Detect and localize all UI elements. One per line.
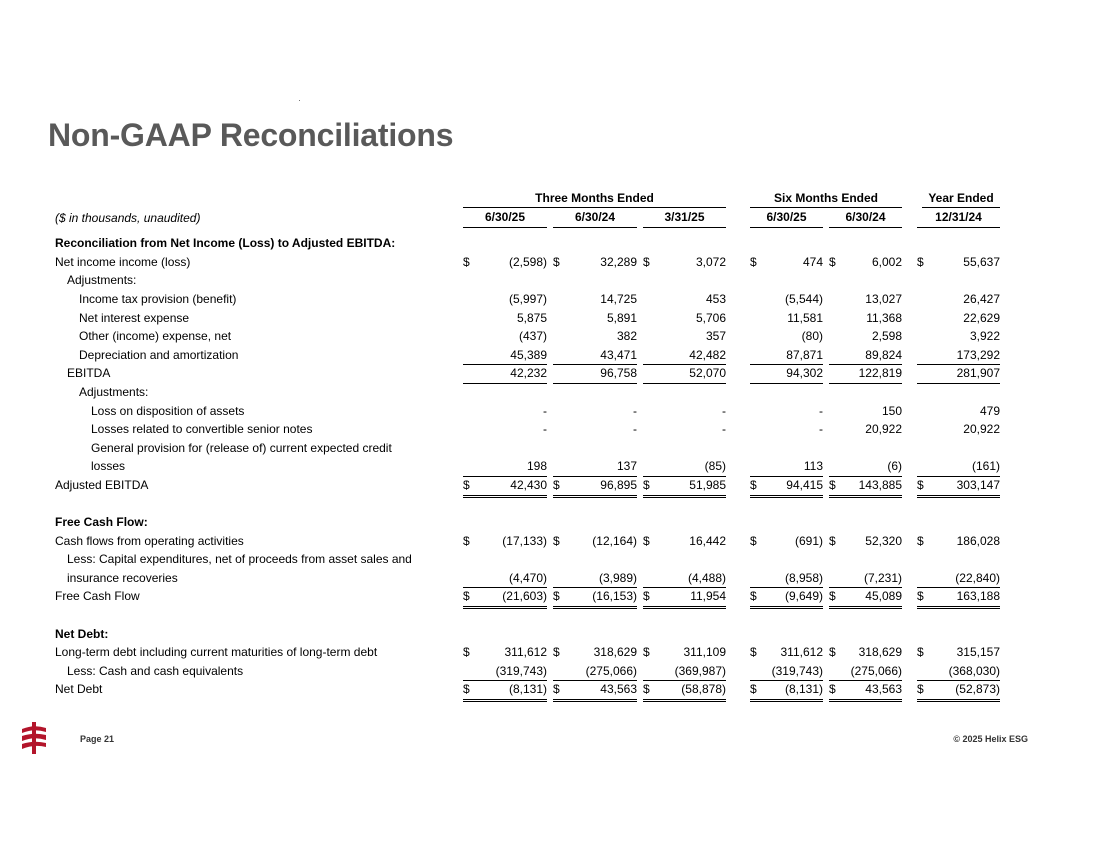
cell-value: 318,629 xyxy=(593,645,637,660)
column-header-date: 12/31/24 xyxy=(917,209,1000,229)
dollar-sign: $ xyxy=(643,533,650,548)
table-row xyxy=(55,439,1005,458)
dollar-sign: $ xyxy=(643,589,650,604)
dollar-sign: $ xyxy=(829,682,836,697)
value-cell xyxy=(463,327,547,346)
section-header-row xyxy=(55,513,1005,532)
dollar-sign: $ xyxy=(463,645,470,660)
section-label: Free Cash Flow: xyxy=(55,515,148,530)
table-row xyxy=(55,680,1005,699)
dollar-sign: $ xyxy=(750,477,757,492)
helix-logo-icon xyxy=(20,722,48,754)
cell-value: 173,292 xyxy=(956,347,1000,362)
value-cell xyxy=(829,420,902,439)
dollar-sign: $ xyxy=(917,589,924,604)
cell-value: 303,147 xyxy=(956,477,1000,492)
dollar-sign: $ xyxy=(643,254,650,269)
row-label: Adjusted EBITDA xyxy=(55,477,149,492)
cell-value: 281,907 xyxy=(956,366,1000,381)
value-cell xyxy=(463,532,547,551)
dollar-sign: $ xyxy=(917,645,924,660)
cell-value: (161) xyxy=(971,459,1000,474)
cell-value: (85) xyxy=(704,459,726,474)
value-cell xyxy=(917,457,1000,477)
value-cell xyxy=(917,662,1000,682)
row-label: Net interest expense xyxy=(79,310,190,325)
cell-value: - xyxy=(633,422,637,437)
cell-value: 32,289 xyxy=(600,254,637,269)
value-cell xyxy=(463,680,547,702)
value-cell xyxy=(553,402,637,421)
table-row xyxy=(55,364,1005,383)
dollar-sign: $ xyxy=(553,477,560,492)
value-cell xyxy=(829,680,902,702)
cell-value: (12,164) xyxy=(592,533,637,548)
cell-value: (6) xyxy=(887,459,902,474)
cell-value: 11,954 xyxy=(690,589,726,604)
value-cell xyxy=(463,420,547,439)
row-label: Loss on disposition of assets xyxy=(91,403,245,418)
value-cell xyxy=(750,364,823,384)
value-cell xyxy=(750,309,823,328)
column-header-date: 6/30/25 xyxy=(750,209,823,229)
cell-value: (691) xyxy=(794,533,823,548)
cell-value: 22,629 xyxy=(963,310,1000,325)
value-cell xyxy=(750,253,823,272)
cell-value: 357 xyxy=(705,329,726,344)
value-cell xyxy=(829,643,902,662)
row-label: Adjustments: xyxy=(67,273,137,288)
row-label: EBITDA xyxy=(67,366,111,381)
table-row xyxy=(55,550,1005,569)
cell-value: 318,629 xyxy=(858,645,902,660)
column-header-date: 6/30/25 xyxy=(463,209,547,229)
dollar-sign: $ xyxy=(643,645,650,660)
table-row xyxy=(55,383,1005,402)
column-header-date: 6/30/24 xyxy=(553,209,637,229)
cell-value: 2,598 xyxy=(871,329,902,344)
cell-value: 51,985 xyxy=(689,477,726,492)
cell-value: 311,612 xyxy=(504,645,547,660)
cell-value: 6,002 xyxy=(871,254,902,269)
value-cell xyxy=(553,662,637,682)
value-cell xyxy=(917,569,1000,589)
value-cell xyxy=(463,662,547,682)
dollar-sign: $ xyxy=(463,589,470,604)
table-row xyxy=(55,457,1005,476)
dollar-sign: $ xyxy=(750,645,757,660)
cell-value: 3,072 xyxy=(695,254,726,269)
cell-value: 96,758 xyxy=(600,366,637,381)
dollar-sign: $ xyxy=(829,477,836,492)
row-label: Free Cash Flow xyxy=(55,589,140,604)
spacer-row xyxy=(55,495,1005,514)
cell-value: (52,873) xyxy=(955,682,1000,697)
value-cell xyxy=(829,309,902,328)
cell-value: - xyxy=(543,403,547,418)
value-cell xyxy=(750,662,823,682)
dollar-sign: $ xyxy=(829,254,836,269)
table-row xyxy=(55,420,1005,439)
dollar-sign: $ xyxy=(829,589,836,604)
value-cell xyxy=(829,402,902,421)
value-cell xyxy=(750,643,823,662)
cell-value: (8,131) xyxy=(508,682,547,697)
table-row xyxy=(55,569,1005,588)
cell-value: 5,875 xyxy=(516,310,547,325)
value-cell xyxy=(643,680,726,702)
column-header-date: 6/30/24 xyxy=(829,209,902,229)
cell-value: - xyxy=(819,422,823,437)
table-body xyxy=(55,234,1005,699)
row-label: Other (income) expense, net xyxy=(79,329,232,344)
row-label: Net income income (loss) xyxy=(55,254,191,269)
cell-value: - xyxy=(633,403,637,418)
value-cell xyxy=(917,346,1000,366)
dollar-sign: $ xyxy=(750,533,757,548)
dollar-sign: $ xyxy=(917,682,924,697)
cell-value: 311,109 xyxy=(683,645,726,660)
cell-value: 94,302 xyxy=(786,366,823,381)
cell-value: 474 xyxy=(802,254,823,269)
cell-value: (58,878) xyxy=(681,682,726,697)
cell-value: 16,442 xyxy=(689,533,726,548)
cell-value: 26,427 xyxy=(963,291,1000,306)
cell-value: - xyxy=(722,422,726,437)
dollar-sign: $ xyxy=(750,254,757,269)
value-cell xyxy=(829,253,902,272)
row-label: Less: Capital expenditures, net of proceeds from asset sales and xyxy=(67,552,412,567)
footer-page-number: Page 21 xyxy=(80,734,115,744)
cell-value: (8,131) xyxy=(784,682,823,697)
cell-value: (80) xyxy=(801,329,823,344)
table-row xyxy=(55,309,1005,328)
table-row xyxy=(55,532,1005,551)
cell-value: 186,028 xyxy=(956,533,1000,548)
value-cell xyxy=(750,420,823,439)
cell-value: 89,824 xyxy=(865,347,902,362)
cell-value: (4,470) xyxy=(508,570,547,585)
cell-value: (319,743) xyxy=(495,663,547,678)
value-cell xyxy=(463,309,547,328)
dollar-sign: $ xyxy=(917,477,924,492)
cell-value: 382 xyxy=(616,329,637,344)
cell-value: (17,133) xyxy=(502,533,547,548)
spacer-row xyxy=(55,606,1005,625)
table-row xyxy=(55,271,1005,290)
value-cell xyxy=(643,346,726,366)
value-cell xyxy=(643,662,726,682)
section-header-row xyxy=(55,625,1005,644)
value-cell xyxy=(750,402,823,421)
cell-value: 13,027 xyxy=(865,291,902,306)
cell-value: - xyxy=(819,403,823,418)
header-date-row xyxy=(55,209,1005,228)
cell-value: 143,885 xyxy=(858,477,902,492)
cell-value: 3,922 xyxy=(969,329,1000,344)
cell-value: 42,430 xyxy=(510,477,547,492)
cell-value: 479 xyxy=(979,403,1000,418)
value-cell xyxy=(463,457,547,477)
dollar-sign: $ xyxy=(463,254,470,269)
value-cell xyxy=(917,532,1000,551)
stray-dot xyxy=(299,100,300,101)
cell-value: - xyxy=(543,422,547,437)
cell-value: 43,563 xyxy=(600,682,637,697)
cell-value: 42,482 xyxy=(689,347,726,362)
cell-value: (16,153) xyxy=(592,589,637,604)
value-cell xyxy=(553,532,637,551)
value-cell xyxy=(643,253,726,272)
table-row xyxy=(55,327,1005,346)
cell-value: (275,066) xyxy=(850,663,902,678)
cell-value: (21,603) xyxy=(502,589,547,604)
value-cell xyxy=(643,402,726,421)
cell-value: 45,089 xyxy=(865,589,902,604)
dollar-sign: $ xyxy=(643,477,650,492)
cell-value: 11,581 xyxy=(787,310,823,325)
value-cell xyxy=(643,569,726,589)
value-cell xyxy=(553,643,637,662)
cell-value: 96,895 xyxy=(600,477,637,492)
cell-value: 113 xyxy=(803,459,823,474)
value-cell xyxy=(463,364,547,384)
row-label: Long-term debt including current maturities of long-term debt xyxy=(55,645,378,660)
dollar-sign: $ xyxy=(463,533,470,548)
value-cell xyxy=(750,457,823,477)
cell-value: (437) xyxy=(518,329,547,344)
value-cell xyxy=(829,290,902,309)
row-label: Losses related to convertible senior notes xyxy=(91,422,313,437)
cell-value: 20,922 xyxy=(963,422,1000,437)
value-cell xyxy=(553,290,637,309)
section-label: Reconciliation from Net Income (Loss) to Adjusted EBITDA: xyxy=(55,236,396,251)
value-cell xyxy=(917,643,1000,662)
dollar-sign: $ xyxy=(553,533,560,548)
cell-value: (3,989) xyxy=(598,570,637,585)
row-label: Depreciation and amortization xyxy=(79,347,239,362)
value-cell xyxy=(463,569,547,589)
cell-value: 20,922 xyxy=(865,422,902,437)
value-cell xyxy=(643,420,726,439)
group-three-months: Three Months Ended xyxy=(463,190,726,208)
value-cell xyxy=(553,569,637,589)
cell-value: (369,987) xyxy=(674,663,726,678)
value-cell xyxy=(829,346,902,366)
reconciliation-table xyxy=(55,190,1005,699)
value-cell xyxy=(463,643,547,662)
cell-value: 5,706 xyxy=(695,310,726,325)
value-cell xyxy=(750,532,823,551)
row-label: General provision for (release of) current expected credit xyxy=(91,440,392,455)
cell-value: (22,840) xyxy=(955,570,1000,585)
value-cell xyxy=(553,346,637,366)
cell-value: 14,725 xyxy=(600,291,637,306)
dollar-sign: $ xyxy=(750,682,757,697)
cell-value: 45,389 xyxy=(510,347,547,362)
dollar-sign: $ xyxy=(643,682,650,697)
cell-value: 5,891 xyxy=(606,310,637,325)
table-row xyxy=(55,290,1005,309)
dollar-sign: $ xyxy=(750,589,757,604)
cell-value: 453 xyxy=(705,291,726,306)
cell-value: (275,066) xyxy=(585,663,637,678)
page-title: Non-GAAP Reconciliations xyxy=(48,117,454,153)
row-label: Cash flows from operating activities xyxy=(55,533,244,548)
value-cell xyxy=(917,290,1000,309)
cell-value: 122,819 xyxy=(858,366,902,381)
header-group-row xyxy=(55,190,1005,209)
dollar-sign: $ xyxy=(463,682,470,697)
value-cell xyxy=(643,457,726,477)
cell-value: 43,563 xyxy=(865,682,902,697)
value-cell xyxy=(750,569,823,589)
value-cell xyxy=(553,457,637,477)
value-cell xyxy=(917,253,1000,272)
value-cell xyxy=(553,680,637,702)
cell-value: 87,871 xyxy=(786,347,823,362)
cell-value: 311,612 xyxy=(780,645,823,660)
value-cell xyxy=(643,309,726,328)
dollar-sign: $ xyxy=(463,477,470,492)
row-label: losses xyxy=(91,459,126,474)
cell-value: (5,997) xyxy=(508,291,547,306)
table-row xyxy=(55,587,1005,606)
column-header-date: 3/31/25 xyxy=(643,209,726,229)
value-cell xyxy=(553,420,637,439)
value-cell xyxy=(829,569,902,589)
cell-value: 198 xyxy=(526,459,547,474)
cell-value: 163,188 xyxy=(956,589,1000,604)
dollar-sign: $ xyxy=(829,645,836,660)
cell-value: (2,598) xyxy=(508,254,547,269)
cell-value: 315,157 xyxy=(956,645,1000,660)
table-row xyxy=(55,643,1005,662)
group-year-ended: Year Ended xyxy=(922,190,1000,208)
value-cell xyxy=(917,680,1000,702)
value-cell xyxy=(643,364,726,384)
cell-value: (8,958) xyxy=(784,570,823,585)
value-cell xyxy=(829,327,902,346)
value-cell xyxy=(463,290,547,309)
value-cell xyxy=(463,402,547,421)
footer-copyright: © 2025 Helix ESG xyxy=(953,734,1028,744)
cell-value: 94,415 xyxy=(786,477,823,492)
table-row xyxy=(55,346,1005,365)
cell-value: 43,471 xyxy=(600,347,637,362)
value-cell xyxy=(643,290,726,309)
section-header-row xyxy=(55,234,1005,253)
table-row xyxy=(55,253,1005,272)
cell-value: 42,232 xyxy=(510,366,547,381)
value-cell xyxy=(643,532,726,551)
cell-value: (368,030) xyxy=(948,663,1000,678)
row-label: Adjustments: xyxy=(79,384,149,399)
row-label: Net Debt xyxy=(55,682,103,697)
value-cell xyxy=(917,364,1000,384)
value-cell xyxy=(643,643,726,662)
dollar-sign: $ xyxy=(917,254,924,269)
row-label: insurance recoveries xyxy=(67,570,178,585)
table-row xyxy=(55,476,1005,495)
value-cell xyxy=(750,327,823,346)
row-label: Income tax provision (benefit) xyxy=(79,291,237,306)
value-cell xyxy=(829,364,902,384)
value-cell xyxy=(917,402,1000,421)
value-cell xyxy=(917,420,1000,439)
cell-value: 137 xyxy=(616,459,637,474)
section-label: Net Debt: xyxy=(55,626,109,641)
value-cell xyxy=(553,253,637,272)
value-cell xyxy=(553,309,637,328)
cell-value: 11,368 xyxy=(866,310,902,325)
dollar-sign: $ xyxy=(829,533,836,548)
table-row xyxy=(55,662,1005,681)
cell-value: 52,070 xyxy=(689,366,726,381)
value-cell xyxy=(917,309,1000,328)
cell-value: - xyxy=(722,403,726,418)
value-cell xyxy=(829,457,902,477)
value-cell xyxy=(553,364,637,384)
cell-value: 55,637 xyxy=(963,254,1000,269)
cell-value: (9,649) xyxy=(784,589,823,604)
cell-value: (319,743) xyxy=(771,663,823,678)
value-cell xyxy=(463,253,547,272)
table-row xyxy=(55,402,1005,421)
row-label: Less: Cash and cash equivalents xyxy=(67,663,244,678)
cell-value: 52,320 xyxy=(865,533,902,548)
group-six-months: Six Months Ended xyxy=(750,190,902,208)
value-cell xyxy=(917,327,1000,346)
cell-value: (7,231) xyxy=(863,570,902,585)
value-cell xyxy=(750,680,823,702)
dollar-sign: $ xyxy=(553,254,560,269)
dollar-sign: $ xyxy=(553,682,560,697)
units-note: ($ in thousands, unaudited) xyxy=(55,210,201,225)
dollar-sign: $ xyxy=(917,533,924,548)
value-cell xyxy=(750,290,823,309)
value-cell xyxy=(829,532,902,551)
cell-value: 150 xyxy=(881,403,902,418)
value-cell xyxy=(553,327,637,346)
dollar-sign: $ xyxy=(553,645,560,660)
value-cell xyxy=(643,327,726,346)
cell-value: (4,488) xyxy=(687,570,726,585)
dollar-sign: $ xyxy=(553,589,560,604)
value-cell xyxy=(463,346,547,366)
value-cell xyxy=(750,346,823,366)
value-cell xyxy=(829,662,902,682)
cell-value: (5,544) xyxy=(784,291,823,306)
